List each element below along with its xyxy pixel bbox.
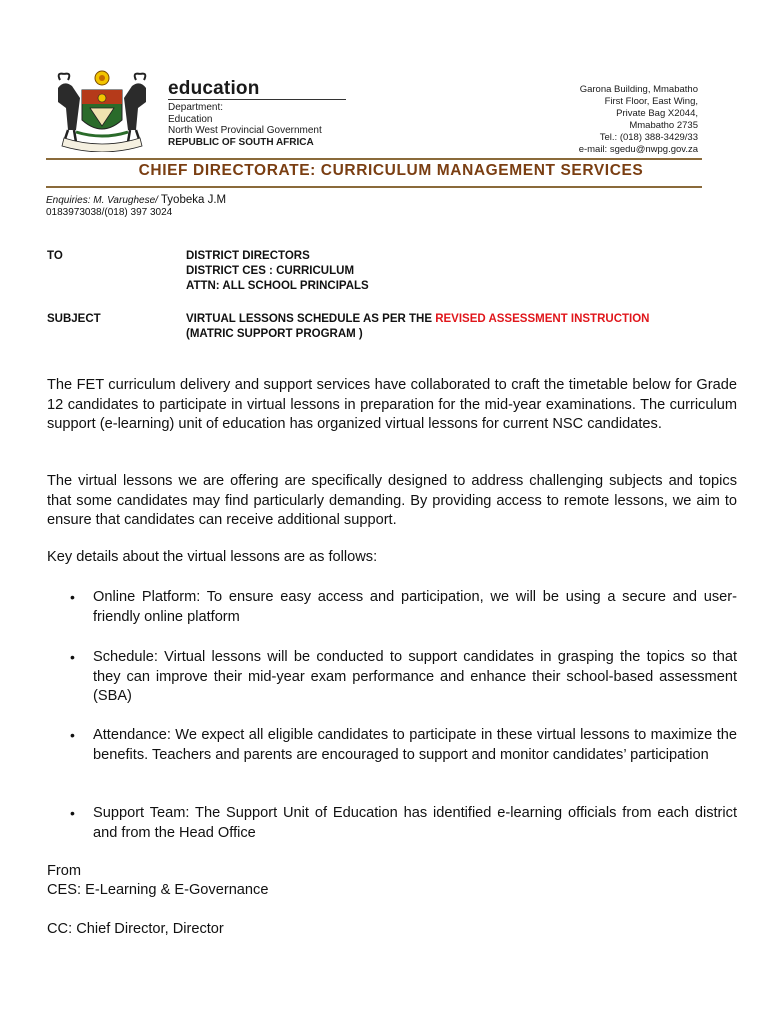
crest-shield-icon bbox=[82, 90, 122, 129]
directorate-heading: CHIEF DIRECTORATE: CURRICULUM MANAGEMENT SERVICES bbox=[138, 162, 644, 179]
bullet-item-online-platform: Online Platform: To ensure easy access and participation, we will be using a secure and user-friendly online platform bbox=[93, 589, 737, 625]
subject-label: SUBJECT bbox=[47, 313, 101, 325]
bullet-icon: • bbox=[70, 589, 75, 605]
paragraph-2: The virtual lessons we are offering are specifically designed to address challenging subjects and topics that some candidates may find particularly demanding. By providing access to remote lessons, we aim to ensure that candidates can receive additional support. bbox=[47, 473, 737, 528]
bullet-icon: • bbox=[70, 805, 75, 821]
department-rule bbox=[168, 99, 346, 100]
address-block bbox=[579, 84, 698, 156]
paragraph-1: The FET curriculum delivery and support services have collaborated to craft the timetable below for Grade 12 candidates to participate in virtual lessons in preparation for the mid-year examinations. The curriculum support (e-learning) unit of education has organized virtual lessons for current NSC candidates. bbox=[47, 377, 737, 432]
crest-motto-ribbon bbox=[62, 138, 142, 152]
crest-sun-icon bbox=[95, 71, 109, 85]
department-lines bbox=[168, 102, 322, 148]
from-ces: CES: E-Learning & E-Governance bbox=[47, 882, 269, 898]
subject-line-2: (MATRIC SUPPORT PROGRAM ) bbox=[186, 328, 363, 340]
subject-highlight: REVISED ASSESSMENT INSTRUCTION bbox=[435, 313, 650, 325]
crest-grass-icon bbox=[76, 132, 128, 136]
from-label: From bbox=[47, 863, 82, 879]
dept-line: North West Provincial Government bbox=[168, 125, 322, 136]
bullet-item-attendance: Attendance: We expect all eligible candidates to participate in these virtual lessons to maximize the benefits. Teachers and parents are encouraged to support and monitor candidates’ participation bbox=[93, 727, 737, 763]
email-line: e-mail: sgedu@nwpg.gov.za bbox=[578, 144, 698, 155]
subject-text bbox=[186, 312, 649, 342]
coat-of-arms-logo bbox=[46, 68, 158, 152]
dept-line: REPUBLIC OF SOUTH AFRICA bbox=[168, 136, 314, 148]
header-rule-bottom bbox=[46, 186, 702, 188]
recipient-line: DISTRICT DIRECTORS bbox=[186, 250, 310, 262]
bullet-item-schedule: Schedule: Virtual lessons will be conducted to support candidates in grasping the topics so that they can improve their mid-year exam performance and enhance their school-based assessment (SBA) bbox=[93, 649, 737, 704]
recipient-line: ATTN: ALL SCHOOL PRINCIPALS bbox=[186, 280, 369, 292]
to-label: TO bbox=[47, 250, 63, 262]
bullet-item-support-team: Support Team: The Support Unit of Education has identified e-learning officials from each district and from the Head Office bbox=[93, 805, 737, 841]
header-rule-top bbox=[46, 158, 702, 160]
enquiries-name: Tyobeka J.M bbox=[157, 194, 227, 206]
address-line: First Floor, East Wing, bbox=[604, 96, 698, 107]
dept-line: Department: bbox=[168, 102, 224, 113]
cc-line: CC: Chief Director, Director bbox=[47, 921, 224, 937]
phone-line: Tel.: (018) 388-3429/33 bbox=[599, 132, 698, 143]
enquiries-label: Enquiries: M. Varughese/ bbox=[46, 195, 158, 206]
recipient-line: DISTRICT CES : CURRICULUM bbox=[186, 265, 355, 277]
bullet-icon: • bbox=[70, 649, 75, 665]
address-line: Mmabatho 2735 bbox=[629, 120, 698, 131]
paragraph-3: Key details about the virtual lessons are as follows: bbox=[47, 549, 378, 565]
department-name: education bbox=[168, 78, 260, 99]
enquiries-phone: 0183973038/(018) 397 3024 bbox=[46, 207, 173, 218]
to-recipients bbox=[186, 249, 369, 294]
address-line: Private Bag X2044, bbox=[616, 108, 698, 119]
bullet-icon: • bbox=[70, 727, 75, 743]
subject-prefix: VIRTUAL LESSONS SCHEDULE AS PER THE bbox=[186, 313, 436, 325]
enquiries-block bbox=[46, 194, 226, 219]
address-line: Garona Building, Mmabatho bbox=[579, 84, 698, 95]
dept-line: Education bbox=[168, 113, 213, 125]
